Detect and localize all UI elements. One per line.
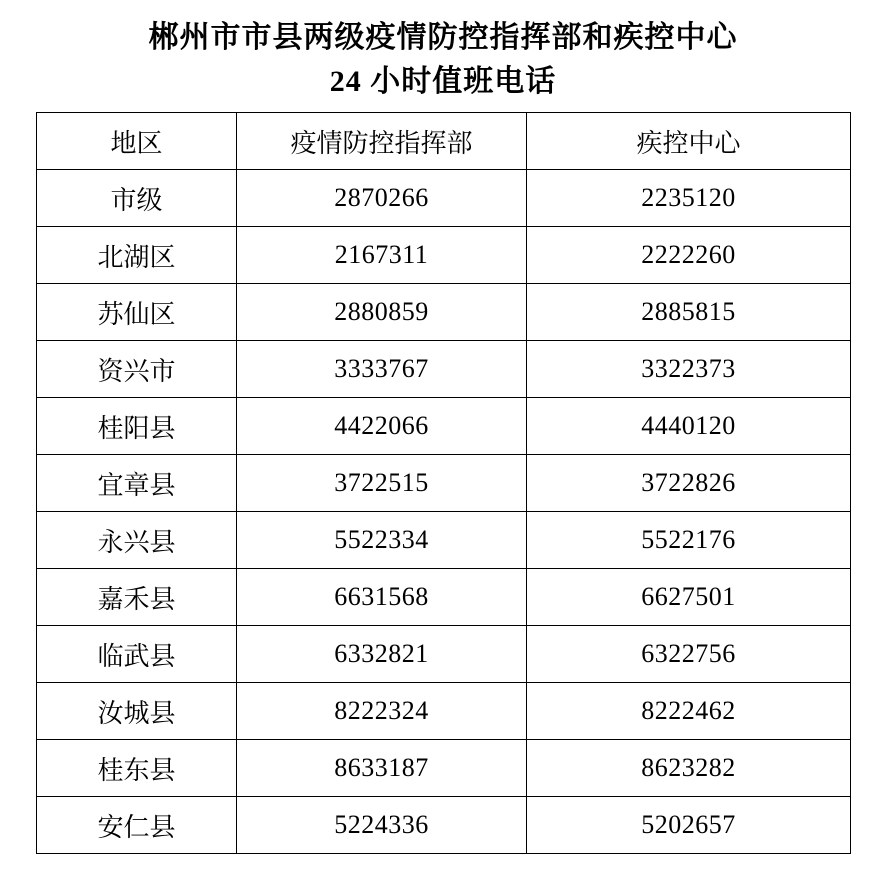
duty-phone-table bbox=[36, 112, 851, 854]
cell-region: 嘉禾县 bbox=[37, 569, 237, 626]
table-container bbox=[0, 112, 886, 854]
table-row bbox=[37, 683, 851, 740]
cell-command-center-phone: 3722515 bbox=[237, 455, 527, 512]
title-line-1: 郴州市市县两级疫情防控指挥部和疾控中心 bbox=[148, 21, 738, 54]
cell-command-center-phone: 5224336 bbox=[237, 797, 527, 854]
cell-command-center-phone: 4422066 bbox=[237, 398, 527, 455]
table-row bbox=[37, 398, 851, 455]
cell-region: 桂东县 bbox=[37, 740, 237, 797]
cell-region: 汝城县 bbox=[37, 683, 237, 740]
table-row bbox=[37, 170, 851, 227]
cell-region: 苏仙区 bbox=[37, 284, 237, 341]
cell-cdc-phone: 6627501 bbox=[527, 569, 851, 626]
table-row bbox=[37, 455, 851, 512]
cell-command-center-phone: 3333767 bbox=[237, 341, 527, 398]
table-row bbox=[37, 569, 851, 626]
cell-command-center-phone: 6332821 bbox=[237, 626, 527, 683]
cell-cdc-phone: 3722826 bbox=[527, 455, 851, 512]
cell-cdc-phone: 8623282 bbox=[527, 740, 851, 797]
table-row bbox=[37, 227, 851, 284]
table-body bbox=[37, 170, 851, 854]
cell-command-center-phone: 6631568 bbox=[237, 569, 527, 626]
title-line-2: 24 小时值班电话 bbox=[329, 65, 557, 98]
cell-cdc-phone: 3322373 bbox=[527, 341, 851, 398]
column-header-cdc: 疾控中心 bbox=[527, 113, 851, 170]
cell-command-center-phone: 2167311 bbox=[237, 227, 527, 284]
cell-command-center-phone: 2880859 bbox=[237, 284, 527, 341]
cell-command-center-phone: 2870266 bbox=[237, 170, 527, 227]
cell-region: 市级 bbox=[37, 170, 237, 227]
table-row bbox=[37, 284, 851, 341]
table-row bbox=[37, 512, 851, 569]
cell-region: 宜章县 bbox=[37, 455, 237, 512]
column-header-region: 地区 bbox=[37, 113, 237, 170]
table-header-row bbox=[37, 113, 851, 170]
cell-cdc-phone: 2885815 bbox=[527, 284, 851, 341]
cell-region: 临武县 bbox=[37, 626, 237, 683]
cell-cdc-phone: 6322756 bbox=[527, 626, 851, 683]
cell-region: 北湖区 bbox=[37, 227, 237, 284]
table-row bbox=[37, 740, 851, 797]
document-title bbox=[0, 0, 886, 104]
table-header bbox=[37, 113, 851, 170]
column-header-command-center: 疫情防控指挥部 bbox=[237, 113, 527, 170]
cell-region: 永兴县 bbox=[37, 512, 237, 569]
cell-cdc-phone: 5522176 bbox=[527, 512, 851, 569]
cell-command-center-phone: 8633187 bbox=[237, 740, 527, 797]
cell-cdc-phone: 2222260 bbox=[527, 227, 851, 284]
cell-command-center-phone: 5522334 bbox=[237, 512, 527, 569]
cell-region: 桂阳县 bbox=[37, 398, 237, 455]
cell-region: 资兴市 bbox=[37, 341, 237, 398]
cell-cdc-phone: 8222462 bbox=[527, 683, 851, 740]
cell-cdc-phone: 2235120 bbox=[527, 170, 851, 227]
cell-command-center-phone: 8222324 bbox=[237, 683, 527, 740]
table-row bbox=[37, 626, 851, 683]
table-row bbox=[37, 341, 851, 398]
cell-cdc-phone: 5202657 bbox=[527, 797, 851, 854]
table-row bbox=[37, 797, 851, 854]
cell-cdc-phone: 4440120 bbox=[527, 398, 851, 455]
cell-region: 安仁县 bbox=[37, 797, 237, 854]
